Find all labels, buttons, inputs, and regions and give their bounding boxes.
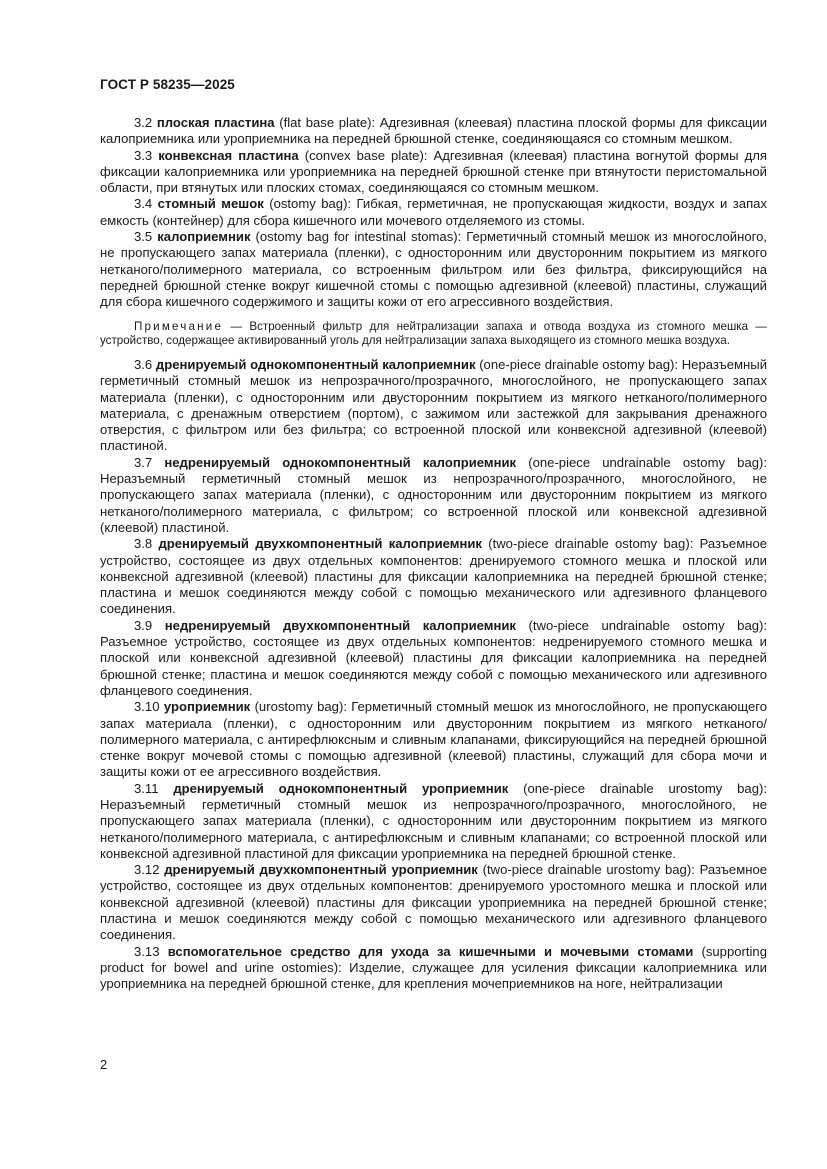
definition-item: 3.5 калоприемник (ostomy bag for intestinal stomas): Герметичный стомный мешок из многослойного, не пропускающего запах материала (пленки), с односторонним или двусторонним покрытием из мягкого нетканого/полимерного материала, со встроенным фильтром или без фильтра, фиксирующийся на передней брюшной стенке вокруг кишечной стомы с помощью адгезивной (клеевой) пластины, служащий для сбора кишечного содержимого и защиты кожи от его агрессивного воздействия.	[100, 229, 768, 310]
definition-item: 3.11 дренируемый однокомпонентный уроприемник (one-piece drainable urostomy bag): Неразъемный герметичный стомный мешок из непрозрачного/прозрачного, многослойного, не пропускающего запах материала (пленки), с односторонним или двусторонним покрытием из мягкого нетканого/полимерного материала, с антирефлюксным и сливным клапанами; со встроенной плоской или конвексной адгезивной пластиной для фиксации уроприемника на передней брюшной стенке.	[100, 780, 767, 861]
document-body	[100, 115, 767, 993]
definition-item: 3.10 уроприемник (urostomy bag): Герметичный стомный мешок из многослойного, не пропускающего запах материала (пленки), с односторонним или двусторонним покрытием из мягкого нетканого/полимерного материала, с антирефлюксным и сливным клапанами, фиксирующийся на передней брюшной стенке вокруг мочевой стомы с помощью адгезивной (клеевой) пластины, служащий для сбора мочи и защиты кожи от ее агрессивного воздействия.	[100, 699, 768, 780]
note-text: — Встроенный фильтр для нейтрализации запаха и отвода воздуха из стомного мешка — устройство, содержащее активированный уголь для нейтрализации запаха выходящего из стомного мешка воздуха.	[100, 319, 767, 347]
note	[100, 320, 767, 348]
definition-item: 3.3 конвексная пластина (convex base plate): Адгезивная (клеевая) пластина вогнутой формы для фиксации калоприемника или уроприемника на передней брюшной стенке при втянутости перистомальной области, при втянутых или плоских стомах, соединяющаяся со стомным мешком.	[100, 147, 768, 196]
definition-item: 3.12 дренируемый двухкомпонентный уроприемник (two-piece drainable urostomy bag): Разъемное устройство, состоящее из двух отдельных компонентов: дренируемого уростомного мешка и плоской или конвексной адгезивной (клеевой) пластины для фиксации уроприемника на передней брюшной стенке; пластина и мешок соединяются между собой с помощью механического или адгезивного фланцевого соединения.	[100, 862, 768, 943]
document-header: ГОСТ Р 58235—2025	[100, 77, 235, 92]
note-label: Примечание	[134, 319, 224, 333]
definition-item: 3.8 дренируемый двухкомпонентный калоприемник (two-piece drainable ostomy bag): Разъемное устройство, состоящее из двух отдельных компонентов: дренируемого стомного мешка и плоской или конвексной адгезивной (клеевой) пластины для фиксации калоприемника на передней брюшной стенке; пластина и мешок соединяются между собой с помощью механического или адгезивного фланцевого соединения.	[100, 536, 768, 617]
page-number: 2	[100, 1057, 108, 1072]
definition-item: 3.4 стомный мешок (ostomy bag): Гибкая, герметичная, не пропускающая жидкости, воздух и запах емкость (контейнер) для сбора кишечного или мочевого отделяемого из стомы.	[100, 196, 767, 228]
definition-item: 3.13 вспомогательное средство для ухода за кишечными и мочевыми стомами (supporting product for bowel and urine ostomies): Изделие, служащее для усиления фиксации калоприемника или уроприемника на передней брюшной стенке, для крепления мочеприемников на ноге, нейтрализации	[100, 943, 767, 992]
definition-item: 3.9 недренируемый двухкомпонентный калоприемник (two-piece undrainable ostomy bag): Разъемное устройство, состоящее из двух отдельных компонентов: недренируемого стомного мешка и плоской или конвексной адгезивной (клеевой) пластины для фиксации калоприемника на передней брюшной стенке; пластина и мешок соединяются между собой с помощью механического или адгезивного фланцевого соединения.	[100, 617, 768, 698]
definition-item: 3.7 недренируемый однокомпонентный калоприемник (one-piece undrainable ostomy bag): Неразъемный герметичный стомный мешок из непрозрачного/прозрачного, многослойного, не пропускающего запах материала (пленки), с односторонним или двусторонним покрытием из мягкого нетканого/полимерного материала, с фильтром; со встроенной плоской или конвексной адгезивной (клеевой) пластиной.	[100, 454, 768, 535]
definition-item: 3.2 плоская пластина (flat base plate): Адгезивная (клеевая) пластина плоской формы для фиксации калоприемника или уроприемника на передней брюшной стенке, соединяющаяся со стомным мешком.	[100, 115, 768, 147]
definition-item: 3.6 дренируемый однокомпонентный калоприемник (one-piece drainable ostomy bag): Неразъемный герметичный стомный мешок из непрозрачного/прозрачного, многослойного, не пропускающего запах материала (пленки), с односторонним или двусторонним покрытием из мягкого нетканого/полимерного материала, с дренажным отверстием (портом), с зажимом или застежкой для закрывания дренажного отверстия, с фильтром или без фильтра; со встроенной плоской или конвексной адгезивной (клеевой) пластиной.	[100, 356, 768, 454]
